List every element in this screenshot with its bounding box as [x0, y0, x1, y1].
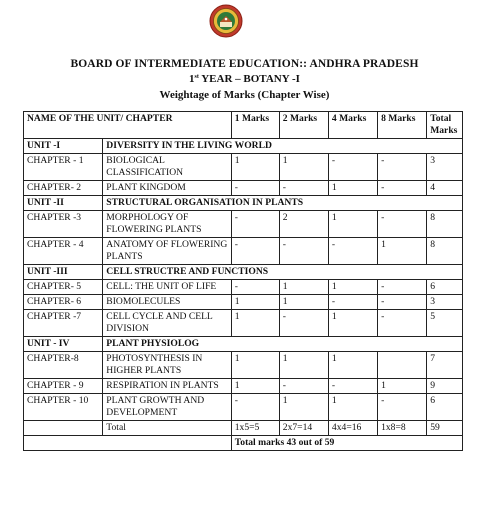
- chapter-topic: BIOMOLECULES: [103, 295, 231, 310]
- unit-row: [24, 139, 463, 154]
- chapter-topic: CELL: THE UNIT OF LIFE: [103, 280, 231, 295]
- chapter-name: CHAPTER - 1: [24, 154, 103, 181]
- cell-1-marks: -: [231, 394, 279, 421]
- chapter-name: CHAPTER- 6: [24, 295, 103, 310]
- header-total-marks: Total Marks: [427, 112, 463, 139]
- cell-8-marks: -: [378, 181, 427, 196]
- cell-8-marks: -: [378, 394, 427, 421]
- chapter-row: [24, 295, 463, 310]
- cell-total-marks: 9: [427, 379, 463, 394]
- cell-total-marks: 6: [427, 394, 463, 421]
- cell-4-marks: 1: [328, 280, 377, 295]
- unit-label: UNIT - IV: [24, 337, 103, 352]
- cell-4-marks: -: [328, 238, 377, 265]
- grand-blank: [24, 436, 232, 451]
- cell-1-marks: -: [231, 181, 279, 196]
- cell-8-marks: [378, 352, 427, 379]
- chapter-name: CHAPTER - 10: [24, 394, 103, 421]
- cell-8-marks: -: [378, 154, 427, 181]
- header-name: NAME OF THE UNIT/ CHAPTER: [24, 112, 232, 139]
- unit-title: DIVERSITY IN THE LIVING WORLD: [103, 139, 463, 154]
- cell-total-marks: 4: [427, 181, 463, 196]
- cell-2-marks: 1: [279, 280, 328, 295]
- chapter-topic: RESPIRATION IN PLANTS: [103, 379, 231, 394]
- cell-total-marks: 3: [427, 295, 463, 310]
- unit-label: UNIT -III: [24, 265, 103, 280]
- unit-label: UNIT -I: [24, 139, 103, 154]
- unit-title: STRUCTURAL ORGANISATION IN PLANTS: [103, 196, 463, 211]
- unit-label: UNIT -II: [24, 196, 103, 211]
- cell-total-marks: 7: [427, 352, 463, 379]
- cell-2-marks: 1: [279, 394, 328, 421]
- unit-row: [24, 265, 463, 280]
- chapter-row: [24, 181, 463, 196]
- cell-4-marks: 1: [328, 310, 377, 337]
- totals-row: [24, 421, 463, 436]
- cell-8-marks: -: [378, 211, 427, 238]
- cell-2-marks: -: [279, 379, 328, 394]
- cell-8-marks: -: [378, 310, 427, 337]
- cell-1-marks: 1: [231, 310, 279, 337]
- grand-total-row: [24, 436, 463, 451]
- header-2-marks: 2 Marks: [279, 112, 328, 139]
- chapter-name: CHAPTER -7: [24, 310, 103, 337]
- header-4-marks: 4 Marks: [328, 112, 377, 139]
- header-1-marks: 1 Marks: [231, 112, 279, 139]
- chapter-row: [24, 154, 463, 181]
- chapter-topic: CELL CYCLE AND CELL DIVISION: [103, 310, 231, 337]
- document-subtitle: Weightage of Marks (Chapter Wise): [159, 89, 330, 101]
- board-title: BOARD OF INTERMEDIATE EDUCATION:: ANDHRA PRADESH: [70, 58, 419, 70]
- chapter-name: CHAPTER- 5: [24, 280, 103, 295]
- cell-4-marks: 1: [328, 394, 377, 421]
- cell-8-marks: 1: [378, 238, 427, 265]
- table-header-row: [24, 112, 463, 139]
- cell-1-marks: 1: [231, 295, 279, 310]
- chapter-topic: PHOTOSYNTHESIS IN HIGHER PLANTS: [103, 352, 231, 379]
- totals-2-marks: 2x7=14: [279, 421, 328, 436]
- chapter-topic: PLANT GROWTH AND DEVELOPMENT: [103, 394, 231, 421]
- cell-1-marks: -: [231, 280, 279, 295]
- cell-total-marks: 8: [427, 238, 463, 265]
- totals-8-marks: 1x8=8: [378, 421, 427, 436]
- board-emblem-logo: [209, 4, 243, 38]
- cell-total-marks: 6: [427, 280, 463, 295]
- cell-2-marks: 1: [279, 352, 328, 379]
- cell-1-marks: 1: [231, 379, 279, 394]
- cell-2-marks: -: [279, 310, 328, 337]
- chapter-topic: PLANT KINGDOM: [103, 181, 231, 196]
- chapter-name: CHAPTER -3: [24, 211, 103, 238]
- unit-title: CELL STRUCTRE AND FUNCTIONS: [103, 265, 463, 280]
- chapter-row: [24, 280, 463, 295]
- chapter-name: CHAPTER - 4: [24, 238, 103, 265]
- cell-4-marks: 1: [328, 181, 377, 196]
- cell-total-marks: 3: [427, 154, 463, 181]
- unit-title: PLANT PHYSIOLOG: [103, 337, 463, 352]
- course-title: 1st YEAR – BOTANY -I: [189, 73, 300, 85]
- chapter-name: CHAPTER-8: [24, 352, 103, 379]
- cell-8-marks: 1: [378, 379, 427, 394]
- cell-1-marks: -: [231, 211, 279, 238]
- cell-4-marks: 1: [328, 352, 377, 379]
- chapter-row: [24, 394, 463, 421]
- totals-total: 59: [427, 421, 463, 436]
- cell-total-marks: 8: [427, 211, 463, 238]
- cell-1-marks: -: [231, 238, 279, 265]
- cell-2-marks: -: [279, 238, 328, 265]
- chapter-name: CHAPTER - 9: [24, 379, 103, 394]
- totals-4-marks: 4x4=16: [328, 421, 377, 436]
- cell-4-marks: -: [328, 154, 377, 181]
- header-8-marks: 8 Marks: [378, 112, 427, 139]
- cell-8-marks: -: [378, 295, 427, 310]
- cell-2-marks: -: [279, 181, 328, 196]
- cell-2-marks: 1: [279, 154, 328, 181]
- cell-4-marks: 1: [328, 211, 377, 238]
- cell-1-marks: 1: [231, 154, 279, 181]
- cell-2-marks: 2: [279, 211, 328, 238]
- chapter-topic: MORPHOLOGY OF FLOWERING PLANTS: [103, 211, 231, 238]
- cell-4-marks: -: [328, 379, 377, 394]
- chapter-row: [24, 310, 463, 337]
- chapter-name: CHAPTER- 2: [24, 181, 103, 196]
- cell-2-marks: 1: [279, 295, 328, 310]
- weightage-table: [23, 111, 463, 451]
- cell-total-marks: 5: [427, 310, 463, 337]
- totals-1-marks: 1x5=5: [231, 421, 279, 436]
- grand-total-text: Total marks 43 out of 59: [231, 436, 462, 451]
- chapter-topic: BIOLOGICAL CLASSIFICATION: [103, 154, 231, 181]
- chapter-topic: ANATOMY OF FLOWERING PLANTS: [103, 238, 231, 265]
- chapter-row: [24, 379, 463, 394]
- unit-row: [24, 337, 463, 352]
- unit-row: [24, 196, 463, 211]
- chapter-row: [24, 238, 463, 265]
- cell-1-marks: 1: [231, 352, 279, 379]
- cell-4-marks: -: [328, 295, 377, 310]
- totals-blank: [24, 421, 103, 436]
- totals-label: Total: [103, 421, 231, 436]
- cell-8-marks: -: [378, 280, 427, 295]
- chapter-row: [24, 211, 463, 238]
- chapter-row: [24, 352, 463, 379]
